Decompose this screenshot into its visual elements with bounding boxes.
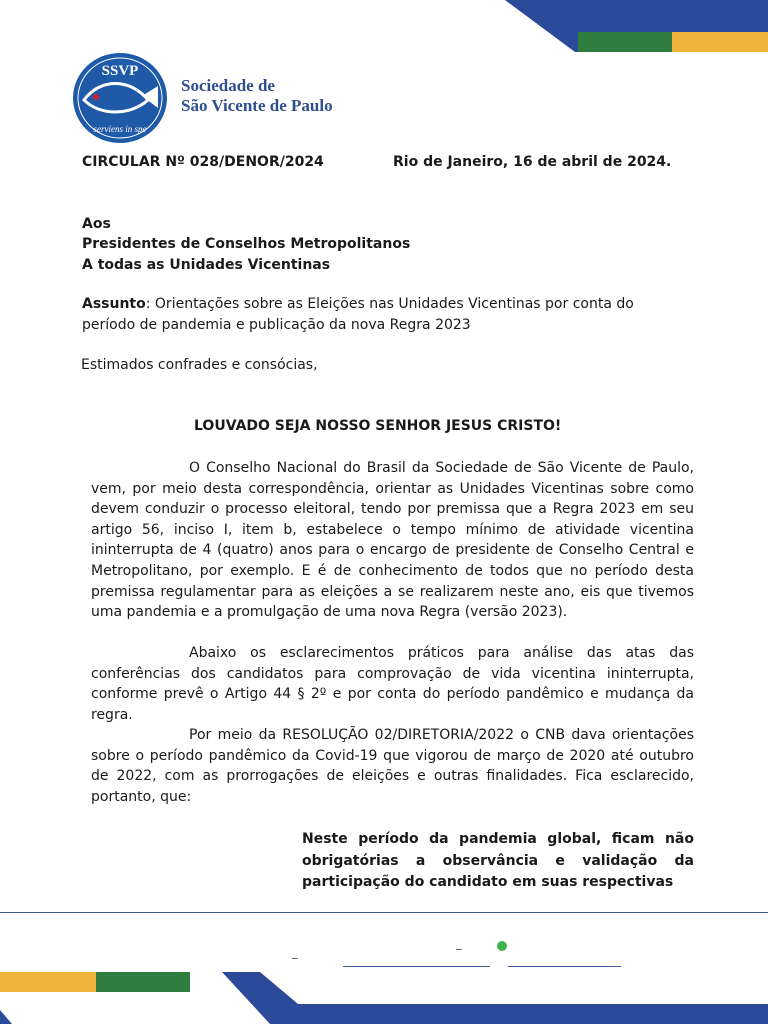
footer-underscore-mid: _ [456, 937, 462, 950]
footer-link-2[interactable] [508, 966, 621, 967]
whatsapp-icon[interactable] [497, 941, 507, 951]
footer-link-1[interactable] [343, 966, 490, 967]
recipient-line3: A todas as Unidades Vicentinas [82, 257, 331, 273]
bottom-blue-band-main [222, 972, 768, 1024]
recipient-line1: Aos [82, 216, 111, 232]
top-yellow-stripe [672, 32, 768, 52]
top-green-stripe [578, 32, 672, 52]
bottom-yellow-stripe [0, 972, 96, 992]
circular-number: CIRCULAR Nº 028/DENOR/2024 [82, 154, 324, 170]
highlight-paragraph: Neste período da pandemia global, ficam não obrigatórias a observância e validação da participação do candidato em suas respectivas [302, 831, 694, 890]
organization-name-line2: São Vicente de Paulo [181, 96, 333, 115]
top-decoration [0, 0, 768, 52]
place-date: Rio de Janeiro, 16 de abril de 2024. [393, 154, 672, 170]
logo-top-text: SSVP [101, 63, 139, 79]
footer-underscore-left: _ [292, 946, 298, 959]
salutation: LOUVADO SEJA NOSSO SENHOR JESUS CRISTO! [194, 418, 562, 434]
organization-name [181, 76, 333, 116]
body-paragraph-3: Por meio da RESOLUÇÃO 02/DIRETORIA/2022 o CNB dava orientações sobre o período pandêmico da Covid-19 que vigorou de março de 2020 até outubro de 2022, com as prorrogações de eleições e outras finalidades. Fica esclarecido, portanto, que: [91, 727, 694, 805]
body-paragraph-1: O Conselho Nacional do Brasil da Sociedade de São Vicente de Paulo, vem, por meio desta correspondência, orientar as Unidades Vicentinas sobre como devem conduzir o processo eleitoral, tendo por premissa que a Regra 2023 em seu artigo 56, inciso I, item b, estabelece o tempo mínimo de atividade vicentina ininterrupta de 4 (quatro) anos para o encargo de presidente de Conselho Central e Metropolitano, por exemplo. E é de conhecimento de todos que no período desta premissa regulamentar para as eleições a se realizarem neste ano, eis que tivemos uma pandemia e a promulgação de uma nova Regra (versão 2023). [91, 460, 694, 621]
subject-line1 [82, 296, 634, 312]
greeting: Estimados confrades e consócias, [81, 357, 318, 373]
bottom-decoration [0, 972, 768, 1024]
subject-label: Assunto [82, 296, 146, 312]
bottom-green-stripe [96, 972, 190, 992]
organization-name-line1: Sociedade de [181, 76, 275, 95]
subject-text-line1: : Orientações sobre as Eleições nas Unidades Vicentinas por conta do [145, 296, 634, 312]
logo-bottom-text: serviens in spe [93, 124, 147, 134]
footer-divider [0, 912, 768, 913]
bottom-blue-band [0, 1010, 12, 1024]
recipient-line2: Presidentes de Conselhos Metropolitanos [82, 236, 411, 252]
subject-line2: período de pandemia e publicação da nova Regra 2023 [82, 317, 471, 333]
body-paragraph-2: Abaixo os esclarecimentos práticos para análise das atas das conferências dos candidatos para comprovação de vida vicentina ininterrupta, conforme prevê o Artigo 44 § 2º e por conta do período pandêmico e mudança da regra. [91, 645, 694, 723]
ssvp-logo [72, 52, 168, 144]
